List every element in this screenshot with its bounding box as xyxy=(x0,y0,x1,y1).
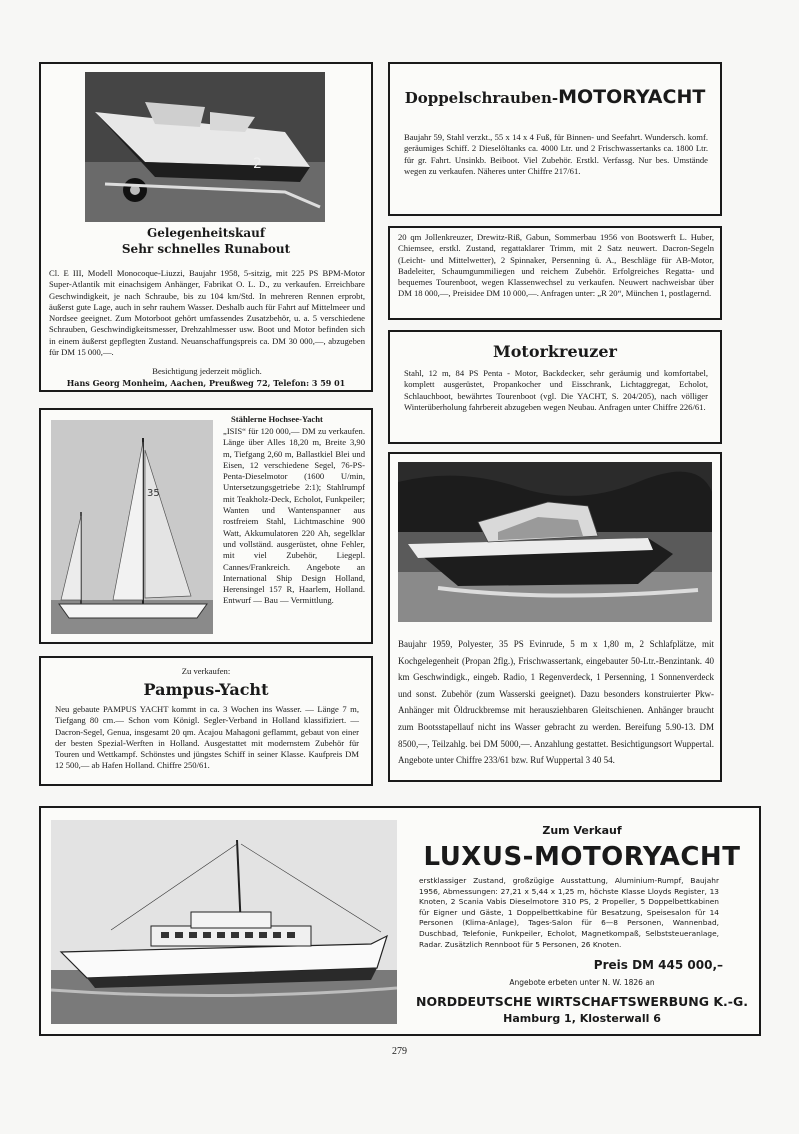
luxus-illustration xyxy=(51,820,397,1024)
runabout-headline-2: Sehr schnelles Runabout xyxy=(121,242,291,256)
page-number: 279 xyxy=(392,1046,407,1057)
isis-text: „ISIS“ für 120 000,— DM zu verkaufen. Länge über Alles 18,20 m, Breite 3,90 m, Tiefgang 2,60 m, Ballastkiel Blei und Eisen, 12 verschiedene Segel, 76-PS-Penta-Dieselmotor (1600 U/min, Untersetzungsgetriebe 2:1); Stahlrumpf mit Teakholz-Deck, Echolot, Funkpeiler; Wanten und Wantenspanner aus rostfreiem Stahl, Lichtmaschine 900 Watt, Akkumulatoren 220 Ah, segelklar und vollständ. ausgerüstet, ohne Fehler, mit viel Zubehör, Liegepl. Cannes/Frankreich. Angebote an International Ship Design Holland, Herensingel 157 R, Haarlem, Holland. Entwurf — Bau — Vermittlung. xyxy=(223,426,365,606)
runabout-illustration xyxy=(85,72,325,222)
polyester-illustration xyxy=(398,462,712,622)
polyester-photo xyxy=(398,462,712,622)
isis-headline: Stählerne Hochsee-Yacht xyxy=(231,414,323,424)
luxus-address: Hamburg 1, Klosterwall 6 xyxy=(503,1012,661,1025)
ad-polyester xyxy=(388,452,722,782)
motorkreuzer-headline: Motorkreuzer xyxy=(493,342,617,361)
isis-sail-number: 35 xyxy=(147,488,160,499)
doppelschrauben-headline xyxy=(390,86,720,108)
ad-doppelschrauben xyxy=(388,62,722,216)
ad-pampus xyxy=(39,656,373,786)
doppelschrauben-headline-small: Doppelschrauben- xyxy=(404,89,559,107)
runabout-contact: Hans Georg Monheim, Aachen, Preußweg 72, Telefon: 3 59 01 xyxy=(66,378,346,388)
jollenkreuzer-text: 20 qm Jollenkreuzer, Drewitz-Riß, Gabun, Sommerbau 1956 von Bootswerft L. Huber, Chiemsee, erstkl. Zustand, regattaklarer Trimm, mit 2 Satz neuwert. Dacron-Segeln (Leicht- und Mittelwetter), 2 Spinnaker, Persenning ü. A., Beschläge für AB-Motor, Badeleiter, Schaumgummiliegen und reichem Zubehör. Erfolgreiches Regatta- und bequemes Tourenboot, wegen Klassenwechsel zu verkaufen. Neuwert nachweisbar über DM 18 000,—, Preisidee DM 10 000,—. Anfragen unter: „R 20“, München 1, postlagernd. xyxy=(398,232,714,299)
runabout-text: Cl. E III, Modell Monocoque-Liuzzi, Baujahr 1958, 5-sitzig, mit 225 PS BPM-Motor Super-Atlantik mit einachsigem Anhänger, Fabrikat O. L. D., zu verkaufen. Erreichbare Geschwindigkeit, je nach Schraube, bis zu 104 km/Std. In mehreren Rennen erprobt, äußerst gute Lage, auch in sehr rauhem Wasser. Deshalb auch für Fahrt auf Mittelmeer und Nordsee geeignet. Zum Motorboot gehört umfassendes Zusatzbehör, u. a. 5 verschiedene Schrauben, Geschwindigkeitsmesser, Drehzahlmesser usw. Boot und Motor befinden sich in einem äußerst gepflegten Zustand. Neuanschaffungspreis ca. DM 30 000,—, abzugeben für DM 15 000,—. xyxy=(49,268,365,358)
luxus-offers: Angebote erbeten unter N. W. 1826 an xyxy=(509,978,655,987)
pampus-headline: Pampus-Yacht xyxy=(143,680,269,699)
luxus-headline: LUXUS-MOTORYACHT xyxy=(423,842,741,872)
luxus-price: Preis DM 445 000,– xyxy=(593,958,723,972)
ad-motorkreuzer xyxy=(388,330,722,444)
runabout-photo xyxy=(85,72,325,222)
luxus-intro: Zum Verkauf xyxy=(542,824,622,837)
luxus-photo xyxy=(51,820,397,1024)
pampus-text: Neu gebaute PAMPUS YACHT kommt in ca. 3 Wochen ins Wasser. — Länge 7 m, Tiefgang 80 cm.— Schon vom Königl. Segler-Verband in Holland klassifiziert. — Dacron-Segel, Genua, insgesamt 20 qm. Acajou Mahagoni geflammt, gebaut von einer der besten Spezial-Werften in Holland. Ausgestattet mit modernstem Zubehör für Touren und Wettkampf. Schönstes und jüngstes Schiff in seiner Klasse. Kaufpreis DM 12 500,— ab Hafen Holland. Chiffre 250/61. xyxy=(55,704,359,771)
ad-runabout xyxy=(39,62,373,392)
runabout-note: Besichtigung jederzeit möglich. xyxy=(152,366,262,376)
ad-luxus xyxy=(39,806,761,1036)
luxus-company: NORDDEUTSCHE WIRTSCHAFTSWERBUNG K.-G. xyxy=(416,994,748,1009)
ad-jollenkreuzer xyxy=(388,226,722,320)
pampus-intro: Zu verkaufen: xyxy=(181,666,231,676)
ad-isis xyxy=(39,408,373,644)
runabout-number: 2 xyxy=(253,156,262,172)
doppelschrauben-text: Baujahr 59, Stahl verzkt., 55 x 14 x 4 Fuß, für Binnen- und Seefahrt. Wundersch. komf. geräumiges Schiff. 2 Dieselöltanks ca. 4000 Ltr. und 2 Frischwassertanks ca. 1800 Ltr. für gr. Fahrt. Unsinkb. Beiboot. Viel Zubehör. Erstkl. Verfassg. Nur bes. Umstände wegen zu verkaufen. Näheres unter Chiffre 217/61. xyxy=(404,132,708,176)
runabout-headline-1: Gelegenheitskauf xyxy=(146,226,266,240)
doppelschrauben-headline-big: MOTORYACHT xyxy=(558,86,706,108)
luxus-text: erstklassiger Zustand, großzügige Ausstattung, Aluminium-Rumpf, Baujahr 1956, Abmessungen: 27,21 x 5,44 x 1,25 m, höchste Klasse Lloyds Register, 13 Knoten, 2 Scania Vabis Dieselmotore 310 PS, 2 Propeller, 5 Doppelbettkabinen für Eigner und Gäste, 1 Doppelbettkabine für Besatzung, Speisesalon für 14 Personen (Klima-Anlage), Tages-Salon für 6—8 Personen, Wannenbad, Duschbad, Telefonie, Funkpeiler, Echolot, Magnetkompaß, Selbststeueranlage, Radar. Zusätzlich Rennboot für 5 Personen, 26 Knoten. xyxy=(419,876,719,949)
motorkreuzer-text: Stahl, 12 m, 84 PS Penta - Motor, Backdecker, sehr geräumig und komfortabel, komplett ausgerüstet, Propankocher und Eisschrank, Lichtaggregat, Echolot, Schlauchboot, bewährtes Tourenboot (vgl. Die YACHT, S. 204/205), nach völliger Winterüberholung fahrbereit abzugeben wegen Neubau. Anfragen unter Chiffre 226/61. xyxy=(404,368,708,412)
polyester-text: Baujahr 1959, Polyester, 35 PS Evinrude, 5 m x 1,80 m, 2 Schlafplätze, mit Kochgelegenheit (Propan 2flg.), Frischwassertank, eingebauter 50-Ltr.-Benzintank. 40 km Geschwindigk., eingeb. Radio, 1 Regenverdeck, 1 Persenning, 1 Sonnenverdeck und sonst. Zubehör (zum Wasserski geeignet). Dazu besonders konstruierter Pkw-Anhänger mit Öldruckbremse mit herausziehbaren Gleitschienen. Anhänger braucht zum Bootsstapellauf nicht ins Wasser gebracht zu werden. Bereifung 5.90-13. DM 8500,—, Teilzahlg. bei DM 5000,—. Anzahlung gestattet. Besichtigungsort Wuppertal. Angebote unter Chiffre 233/61 bzw. Ruf Wuppertal 3 40 54. xyxy=(398,639,714,766)
isis-illustration xyxy=(51,420,213,634)
isis-photo xyxy=(51,420,213,634)
